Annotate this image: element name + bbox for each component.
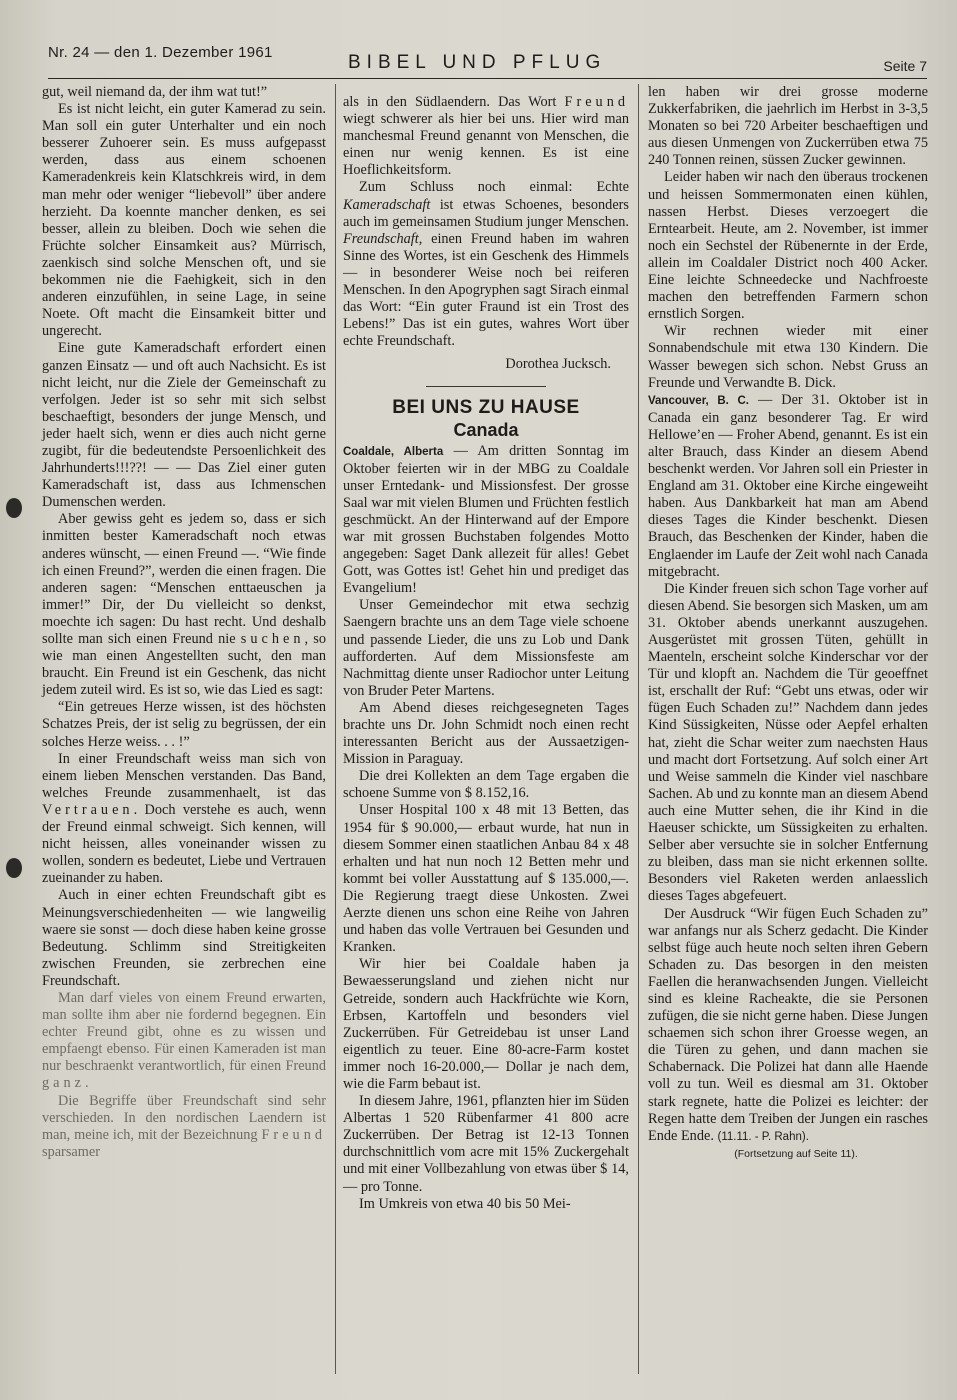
column-2 bbox=[343, 94, 629, 1213]
section-separator bbox=[426, 386, 546, 387]
text-run: . Doch verstehe es auch, wenn der Freund einmal schweigt. Sich kennen, will nicht heissen, alles voneinander wissen zu wollen, sondern es bedeutet, Liebe und Vertrauen zueinander zu haben. bbox=[42, 801, 326, 887]
text-run: — Am dritten Sonntag im Oktober feierten wir in der MBG zu Coaldale unser Erntedank- und Missionsfest. Der grosse Saal war mit vielen Blumen und Früchten festlich geschmückt. An der Hinterwand auf der Empore war mit grossen Buchstaben folgendes Motto angegeben: Saget Dank allezeit für alles! Gebet Gott, was Gottes ist! Gehet hin und prediget das Evangelium! bbox=[343, 442, 629, 597]
paragraph: gut, weil niemand da, der ihm wat tut!” bbox=[42, 84, 268, 100]
text-run: ist etwas Schoenes, besonders auch im gemeinsamen Studium junger Menschen. bbox=[343, 196, 629, 230]
paragraph: In diesem Jahre, 1961, pflanzten hier im Süden Albertas 1 520 Rübenfarmer 41 800 acre Zuckerrüben. Der Betrag ist 12-13 Tonnen durchschnittlich vom acre mit 15% Zuckergehalt und mit einer Vollbezahlung von etwas über $ 14,— pro Tonne. bbox=[343, 1093, 629, 1195]
issue-date: Nr. 24 — den 1. Dezember 1961 bbox=[48, 44, 273, 61]
text-run: Man darf vieles von einem Freund erwarten, man sollte ihm aber nie fordernd begegnen. Ein echter Freund gibt, ohne es zu wissen und empfaengt ebenso. Für einen Kameraden ist man nur beschraenkt verantwortlich, für einen Freund bbox=[42, 989, 326, 1075]
spaced-word: Freund bbox=[564, 94, 630, 110]
paragraph bbox=[42, 990, 326, 1093]
text-run: . bbox=[85, 1075, 89, 1092]
paragraph: len haben wir drei grosse moderne Zukkerfabriken, die jaehrlich im Herbst in 3-3,5 Monaten so bei 720 Arbeiter beschaeftigen und aus diesen Unmengen von Zuckerrüben etwa 75 240 Tonnen reinen, süssen Zucker gewinnen. bbox=[648, 84, 928, 169]
dateline: Coaldale, Alberta bbox=[343, 445, 444, 458]
text-run: wiegt schwerer als hier bei uns. Hier wird man manchesmal Freund genannt von Menschen, die einen nur wenig kennen. Es ist eine Hoeflichkeitsform. bbox=[343, 111, 629, 179]
text-run: Zum Schluss noch einmal: Echte bbox=[359, 179, 629, 196]
punch-hole-top bbox=[6, 498, 22, 518]
continuation-note: (Fortsetzung auf Seite 11). bbox=[734, 1147, 858, 1160]
text-run: sparsamer bbox=[42, 1143, 100, 1160]
page-number: Seite 7 bbox=[883, 58, 927, 74]
author-signature: Dorothea Jucksch. bbox=[505, 356, 611, 373]
column-divider-2 bbox=[638, 84, 639, 1374]
page-header bbox=[48, 44, 927, 78]
paragraph: Unser Gemeindechor mit etwa sechzig Saengern brachte uns an dem Tage viele schoene und passende Lieder, die uns zu Lob und Dank aufforderten. Auf dem Missionsfeste am Nachmittag diente unser Radiochor unter Leitung von Bruder Peter Martens. bbox=[343, 597, 629, 699]
paragraph: Unser Hospital 100 x 48 mit 13 Betten, das 1954 für $ 90.000,— erbaut wurde, hat nun in diesem Sommer einen staatlichen Anbau 84 x 48 erhalten und hat nun noch 12 Betten mehr und kommt bei voller Ausstattung auf $ 135.000,—. Die Regierung traegt diese Unkosten. Zwei Aerzte dienen uns schon eine Reihe von Jahren und haben das volle Vertrauen bei Gesunden und Kranken. bbox=[343, 802, 629, 956]
paragraph bbox=[343, 179, 629, 350]
paragraph: Auch in einer echten Freundschaft gibt es Meinungsverschiedenheiten — wie langweilig waere sie sonst — doch diese haben keine grosse Bedeutung. Schlimm sind Streitigkeiten zwischen Freunden, sie zerbrechen eine Freundschaft. bbox=[42, 887, 326, 989]
paragraph bbox=[648, 906, 928, 1146]
paragraph bbox=[42, 1093, 326, 1161]
dateline: Vancouver, B. C. bbox=[648, 394, 749, 407]
paragraph: Es ist nicht leicht, ein guter Kamerad zu sein. Man soll ein guter Unterhalter und ein noch besserer Zuhoerer sein. Es muss aufgepasst werden, dass aus einem schoenen Kameradenkreis kein Klatschkreis wird, in dem man mehr oder weniger “liebevoll” über andere herzieht. Da koennte mancher denken, es sei besser, allein zu bleiben. Doch wie sehen die Früchte solcher Einsamkeit aus? Mürrisch, zaenkisch sind solche Menschen oft, und sie bekommen nie die Faehigkeit, sich in den anderen einzufühlen, in seine Lage, in seine Noete. Oft macht die Einsamkeit bitter und ungerecht. bbox=[42, 101, 326, 340]
text-run: Die Begriffe über Freundschaft sind sehr verschieden. In den nordischen Laendern ist man, meine ich, mit der Bezeichnung bbox=[42, 1092, 326, 1143]
paragraph bbox=[343, 443, 629, 598]
spaced-word: Vertrauen bbox=[42, 801, 134, 818]
text-run: als in den Südlaendern. Das Wort bbox=[343, 94, 557, 110]
text-run: In einer Freundschaft weiss man sich von einem lieben Menschen verstanden. Das Band, welches Freunde zusammenhaelt, ist das bbox=[42, 750, 326, 801]
column-1 bbox=[42, 84, 326, 1161]
paragraph: Wir rechnen wieder mit einer Sonnabendschule mit etwa 130 Kindern. Die Wasser bewegen sich schon. Nebst Gruss an Freunde und Verwandte B. Dick. bbox=[648, 323, 928, 391]
section-title: BEI UNS ZU HAUSE bbox=[392, 396, 580, 418]
spaced-word: Freund bbox=[261, 1126, 326, 1143]
paragraph: Am Abend dieses reichgesegneten Tages brachte uns Dr. John Schmidt noch einen recht interessanten Bericht aus der Aussaetzigen-Mission in Paraguay. bbox=[343, 699, 629, 768]
paragraph: Die Kinder freuen sich schon Tage vorher auf diesen Abend. Sie besorgen sich Masken, um am 31. Oktober abends unerkannt auszugehen. Ausgerüstet mit grossen Tüten, gehüllt in Maenteln, erscheint solche Kinderschar vor der Tür und klopft an. Nachdem die Tür geoeffnet ist, erschallt der Ruf: “Gebt uns etwas, oder wir fügen Euch Schaden zu!” Nachdem dann jedes Kind Süssigkeiten, Nüsse oder Aepfel erhalten hat, zieht die Schar weiter zum naechsten Haus und macht dort Fortsetzung. Auf solch einer Art und Weise sammeln die Kinder viel naschbare Sachen. Ab und zu konnte man an diesem Abend auch eine Mutter sehen, die ihr Kind in die Haeuser schickte, um Süssigkeiten zu erhalten. Selber aber versuchte sie in solcher Entfernung zu bleiben, dass man sie nicht erkennen sollte. Besonders viel Raketen werden anlaesslich dieses Tages abgefeuert. bbox=[648, 580, 928, 905]
song-quote: “Ein getreues Herze wissen, ist des höchsten Schatzes Preis, der ist selig zu begrüssen, der ein solches Herze weiss. . . !” bbox=[42, 699, 326, 750]
text-run: Der Ausdruck “Wir fügen Euch Schaden zu” war anfangs nur als Scherz gedacht. Die Kinder selbst füge auch heute noch selten ihren Gebern Schaden zu. Das besorgen in den meisten Faellen die heranwachsenden Jungen. Vielleicht sind es kleine Racheakte, die sie Personen zufügen, die sie nicht gerne haben. Diese Jungen schaemen sich schon ihrer Groesse wegen, an die Türen zu gehen, und dann machen sie Schabernack. Die Polizei hat dann alle Haende voll zu tun. Weil es diesmal am 31. Oktober stark regnete, hatte die Polizei es leichter: der Regen hatte dem Treiben der Jungen ein rasches Ende Ende. bbox=[648, 905, 928, 1144]
newspaper-title: BIBEL UND PFLUG bbox=[348, 52, 607, 73]
italic-word: Kameradschaft bbox=[343, 196, 431, 213]
text-run: einen Freund haben im wahren Sinne des Wortes, ist ein Geschenk des Himmels — in besonderer Weise noch bei reiferen Menschen. In den Apogryphen sagt Sirach einmal das Wort: “Ein guter Fraund ist ein Trost des Lebens!” Das ist ein gutes, wahres Wort über echte Freundschaft. bbox=[343, 230, 629, 350]
author-credit: (11.11. - P. Rahn). bbox=[717, 1130, 809, 1143]
paragraph: Eine gute Kameradschaft erfordert einen ganzen Einsatz — und oft auch Nachsicht. Es ist nicht leicht, nur die Ziele der Gemeinschaft zu verfolgen. Jeder ist so sehr mit sich selbst beschaeftigt, besonders der junge Mensch, und jeder haelt sich, wenn er dies auch nicht gerne zugibt, für die bedeutendste Persoenlichkeit des Jahrhunderts!!!??! — — Das Ziel einer guten Kameradschaft ist, dass aus Ichmenschen Dumenschen werden. bbox=[42, 340, 326, 511]
paragraph: Wir hier bei Coaldale haben ja Bewaesserungsland und ziehen nicht nur Getreide, sondern auch Hackfrüchte wie Korn, Erbsen, Kartoffeln und besonders viel Zuckerrüben. Für Getreidebau ist unser Land eigentlich zu teuer. Eine 80-acre-Farm kostet immer noch 16-20.000,— Dollar je nach dem, wie die Farm bebaut ist. bbox=[343, 956, 629, 1092]
column-3 bbox=[648, 84, 928, 1163]
text-run: — Der 31. Oktober ist in Canada ein ganz besonderer Tag. Er wird Hellowe’en — Froher Abend, genannt. Es ist ein alter Brauch, dass Kinder an diesem Abend beschenkt werden. Vor Jahren soll ein Priester in England am 31. Oktober eine Kirche eingeweiht haben. Aus Dankbarkeit hat man am Abend dieses Tages die Kinder beschenkt. Diesen Brauch, das Beschenken der Kinder, haben die Englaender im Laufe der Zeit wohl nach Canada mitgebracht. bbox=[648, 391, 929, 580]
text-run: , so wie man einen Angestellten sucht, den man braucht. Ein Freund ist ein Geschenk, das nicht jedem zuteil wird. Es ist so, wie das Lied es sagt: bbox=[42, 631, 326, 699]
paragraph bbox=[42, 751, 326, 888]
text-run: Aber gewiss geht es jedem so, dass er sich inmitten bester Kameradschaft noch etwas anderes wünscht, — einen Freund —. “Wie finde ich einen Freund?”, werden die einen fragen. Die anderen sagen: “Menschen enttaeuschen ja immer!” Dir, der Du vielleicht so denkst, moechte ich sagen: Du hast recht. Und deshalb sollte man sich einen Freund nie bbox=[42, 511, 326, 647]
column-divider-1 bbox=[335, 84, 336, 1374]
paragraph: Im Umkreis von etwa 40 bis 50 Mei- bbox=[359, 1195, 571, 1212]
italic-word: Freundschaft, bbox=[343, 230, 423, 247]
paragraph: Leider haben wir nach den überaus trockenen und heissen Sommermonaten einen kühlen, nassen Herbst. Dieses verzoegert die Erntearbeit. Heute, am 2. November, ist immer noch ein Sechstel der Rübenernte in der Erde, allein im Coaldaler District noch 400 Acker. Eine leichte Schneedecke und Nachfroeste machen den betreffenden Farmern schon ernstlich Sorgen. bbox=[648, 169, 928, 323]
spaced-word: suchen bbox=[240, 631, 305, 647]
paragraph bbox=[343, 94, 629, 179]
paragraph bbox=[42, 511, 326, 699]
paragraph: Die drei Kollekten an dem Tage ergaben die schoene Summe von $ 8.152,16. bbox=[343, 768, 629, 802]
punch-hole-bottom bbox=[6, 858, 22, 878]
spaced-word: ganz bbox=[42, 1075, 85, 1092]
paragraph bbox=[648, 392, 928, 581]
header-rule bbox=[48, 78, 927, 79]
section-subtitle: Canada bbox=[453, 419, 519, 440]
